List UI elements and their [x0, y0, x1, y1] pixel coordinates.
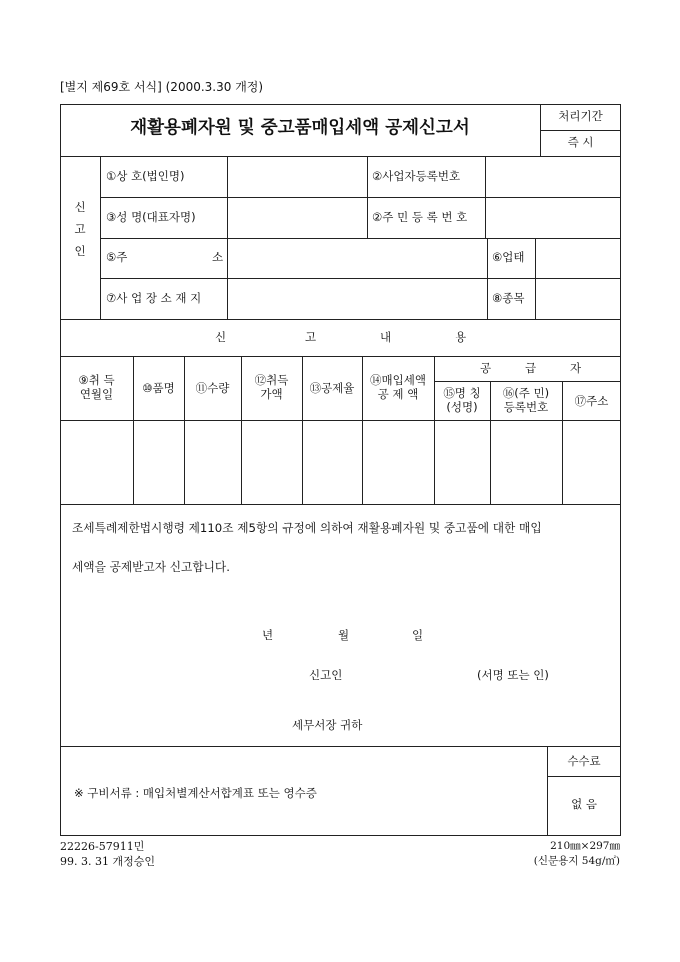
supplier-address-cell[interactable] — [563, 421, 620, 503]
col-supplier-regno-header: ⑯(주 민) 등록번호 — [502, 386, 550, 414]
name-field[interactable] — [228, 198, 366, 237]
address-field[interactable] — [228, 239, 486, 277]
resident-no-field[interactable] — [486, 198, 620, 237]
business-item-field[interactable] — [536, 279, 620, 318]
recipient-label: 세무서장 귀하 — [292, 718, 363, 732]
report-content-char-4: 용 — [455, 330, 467, 344]
processing-period-label: 처리기간 — [558, 109, 603, 123]
acq-price-cell[interactable] — [242, 421, 302, 503]
deduct-amount-cell[interactable] — [363, 421, 434, 503]
supplier-char-1: 공 — [480, 361, 492, 375]
signature-label: (서명 또는 인) — [477, 668, 549, 682]
quantity-cell[interactable] — [185, 421, 241, 503]
declaration-line-2: 세액을 공제받고자 신고합니다. — [72, 560, 230, 574]
trade-name-label: ①상 호(법인명) — [106, 169, 185, 183]
paper-type: (신문용지 54g/㎡) — [533, 855, 620, 867]
acq-date-cell[interactable] — [61, 421, 133, 503]
date-year-label: 년 — [262, 628, 274, 642]
approval-date: 99. 3. 31 개정승인 — [60, 855, 155, 868]
supplier-name-cell[interactable] — [435, 421, 490, 503]
col-supplier-name-header: ⑮명 칭 (성명) — [443, 386, 481, 414]
col-acq-price-header: ⑫취득 가액 — [254, 373, 289, 401]
workplace-field[interactable] — [228, 279, 486, 318]
workplace-label: ⑦사 업 장 소 재 지 — [106, 291, 202, 305]
resident-no-label: ②주 민 등 록 번 호 — [372, 210, 468, 224]
date-day-label: 일 — [412, 628, 424, 642]
business-type-field[interactable] — [536, 239, 620, 277]
address-label: ⑤주 — [106, 250, 128, 264]
deduction-rate-cell[interactable] — [303, 421, 362, 503]
item-cell[interactable] — [134, 421, 184, 503]
business-reg-no-field[interactable] — [486, 157, 620, 196]
col-acq-date-header: ⑨취 득 연월일 — [78, 373, 115, 401]
name-label: ③성 명(대표자명) — [106, 210, 196, 224]
col-deduct-amount-header: ⑭매입세액 공 제 액 — [370, 373, 426, 401]
col-item-header: ⑩품명 — [142, 381, 175, 395]
reporter-sign-label: 신고인 — [309, 668, 343, 682]
declaration-line-1: 조세특례제한법시행령 제110조 제5항의 규정에 의하여 재활용폐자원 및 중고품에 대한 매입 — [72, 521, 542, 535]
supplier-char-3: 자 — [570, 361, 582, 375]
reporter-side-label: 신 고 인 — [74, 200, 86, 258]
report-content-char-2: 고 — [305, 330, 317, 344]
address-label-end: 소 — [212, 250, 224, 264]
date-month-label: 월 — [338, 628, 350, 642]
col-quantity-header: ⑪수량 — [195, 381, 230, 395]
report-content-char-3: 내 — [380, 330, 392, 344]
col-supplier-address-header: ⑰주소 — [574, 394, 609, 408]
form-code: 22226-57911민 — [60, 840, 145, 853]
trade-name-field[interactable] — [228, 157, 366, 196]
col-deduction-rate-header: ⑬공제율 — [309, 381, 355, 395]
form-title: 재활용폐자원 및 중고품매입세액 공제신고서 — [130, 118, 470, 138]
supplier-regno-cell[interactable] — [491, 421, 562, 503]
attachments-text: ※ 구비서류 : 매입처별계산서합계표 또는 영수증 — [74, 786, 317, 800]
business-reg-no-label: ②사업자등록번호 — [372, 169, 461, 183]
form-header-note: [별지 제69호 서식] (2000.3.30 개정) — [60, 80, 264, 94]
report-content-char-1: 신 — [215, 330, 227, 344]
business-type-label: ⑥업태 — [492, 250, 525, 264]
business-item-label: ⑧종목 — [492, 291, 525, 305]
fee-value: 없 음 — [571, 797, 597, 811]
fee-label: 수수료 — [567, 754, 601, 768]
processing-period-value: 즉 시 — [567, 135, 594, 149]
supplier-char-2: 급 — [525, 361, 537, 375]
paper-size: 210㎜×297㎜ — [550, 840, 620, 852]
